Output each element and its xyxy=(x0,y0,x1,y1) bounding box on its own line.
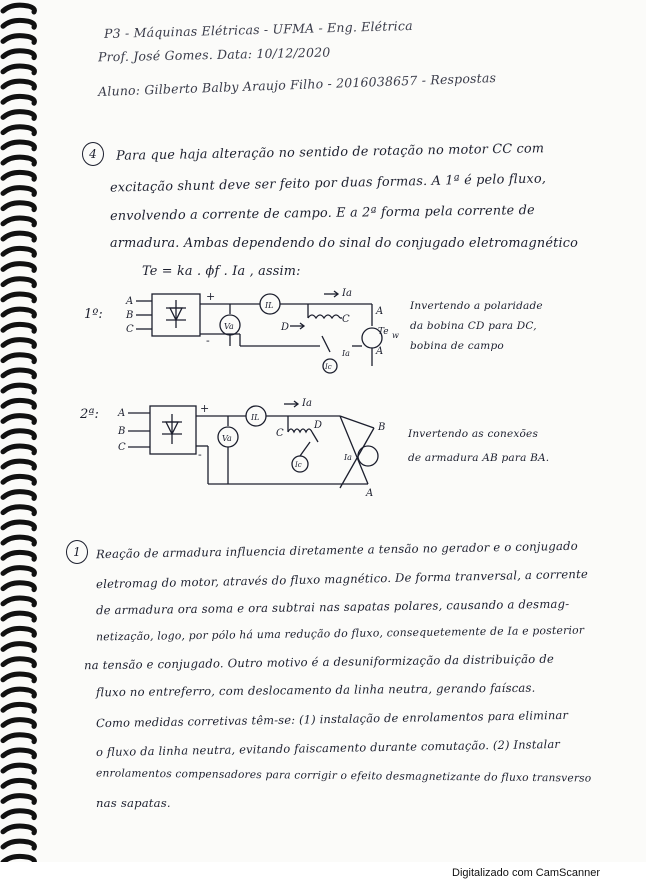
spiral-coil xyxy=(3,400,34,407)
spiral-coil xyxy=(3,689,34,696)
spiral-coil xyxy=(3,674,34,681)
spiral-coil xyxy=(3,127,34,134)
spiral-coil xyxy=(3,568,34,575)
spiral-coil xyxy=(3,157,34,164)
spiral-coil xyxy=(3,735,34,742)
question-1-number: 1 xyxy=(66,540,88,564)
spiral-coil xyxy=(3,552,34,559)
diagram2-c: C xyxy=(276,428,284,439)
diagram1-input-c: C xyxy=(126,324,134,335)
q4-line-2: excitação shunt deve ser feito por duas formas. A 1ª é pelo fluxo, xyxy=(109,171,547,196)
diagram1-plus: + xyxy=(206,290,216,303)
spiral-coil xyxy=(3,36,34,43)
spiral-coil xyxy=(3,188,34,195)
spiral-coil xyxy=(3,218,34,225)
q1-line-4: netização, logo, por pólo há uma redução do fluxo, consequetemente de Ia e posterior xyxy=(95,623,585,644)
spiral-coil xyxy=(3,644,34,651)
spiral-coil xyxy=(3,51,34,58)
q1-line-2: eletromag do motor, através do fluxo magnético. De forma tranversal, a corrente xyxy=(95,566,589,592)
diagram1-a-top: A xyxy=(376,306,384,317)
spiral-coil xyxy=(3,583,34,590)
spiral-coil xyxy=(3,765,34,772)
diagram1-d: D xyxy=(281,322,290,333)
scanner-footer xyxy=(0,862,646,886)
spiral-coil xyxy=(3,20,34,27)
circuit-diagram-2 xyxy=(78,392,398,504)
diagram2-input-c: C xyxy=(118,442,126,453)
q1-line-1: Reação de armadura influencia diretamente a tensão no gerador e o conjugado xyxy=(95,538,578,562)
diagram2-label: 2ª: xyxy=(80,407,99,422)
spiral-coil xyxy=(3,446,34,453)
spiral-coil xyxy=(3,66,34,73)
question-4-number: 4 xyxy=(82,142,104,166)
diagram1-a-bottom: A xyxy=(376,346,384,357)
q1-line-7: Como medidas corretivas têm-se: (1) instalação de enrolamentos para eliminar xyxy=(95,707,569,731)
spiral-coil xyxy=(3,628,34,635)
q4-line-3: envolvendo a corrente de campo. E a 2ª forma pela corrente de xyxy=(109,203,535,224)
spiral-coil xyxy=(3,537,34,544)
scanner-watermark: Digitalizado com CamScanner xyxy=(452,867,600,879)
diagram2-input-a: A xyxy=(118,408,126,419)
diagram2-a-bottom: A xyxy=(366,488,374,499)
spiral-coil xyxy=(3,704,34,711)
spiral-coil xyxy=(3,370,34,377)
spiral-coil xyxy=(3,476,34,483)
spiral-coil xyxy=(3,294,34,301)
q1-line-3: de armadura ora soma e ora subtrai nas sapatas polares, causando a desmag- xyxy=(95,596,570,618)
spiral-coil xyxy=(3,492,34,499)
diagram1-il: IL xyxy=(265,301,274,310)
spiral-coil xyxy=(3,142,34,149)
diagram2-input-b: B xyxy=(118,426,126,437)
spiral-coil xyxy=(3,522,34,529)
diagram1-ic: Ic xyxy=(325,363,332,371)
q1-line-5: na tensão e conjugado. Outro motivo é a desuniformização da distribuição de xyxy=(83,651,555,673)
spiral-coil xyxy=(3,780,34,787)
spiral-coil xyxy=(3,416,34,423)
rectifier-box-2 xyxy=(150,406,196,454)
spiral-coil xyxy=(3,324,34,331)
diagram1-note-line-3: bobina de campo xyxy=(410,340,504,352)
spiral-coil xyxy=(3,233,34,240)
spiral-coil xyxy=(3,96,34,103)
student-line: Aluno: Gilberto Balby Araujo Filho - 2016038657 - Respostas xyxy=(97,70,497,99)
spiral-coil xyxy=(3,340,34,347)
spiral-coil xyxy=(3,431,34,438)
spiral-coil xyxy=(3,5,34,12)
diagram1-ia-meter: Ia xyxy=(342,349,350,358)
circuit-diagram-1 xyxy=(80,282,400,384)
spiral-coil xyxy=(3,720,34,727)
spiral-coil xyxy=(3,248,34,255)
q1-line-6: fluxo no entreferro, com deslocamento da linha neutra, gerando faíscas. xyxy=(95,680,536,700)
q4-line-4: armadura. Ambas dependendo do sinal do conjugado eletromagnético xyxy=(110,236,579,251)
spiral-coil xyxy=(3,507,34,514)
diagram1-omega: w xyxy=(392,331,399,340)
diagram2-ic: Ic xyxy=(295,461,302,469)
spiral-coil xyxy=(3,659,34,666)
spiral-coil xyxy=(3,385,34,392)
diagram1-minus: - xyxy=(206,334,210,347)
diagram1-input-a: A xyxy=(126,296,134,307)
spiral-coil xyxy=(3,172,34,179)
diagram2-b-top: B xyxy=(378,422,386,433)
diagram2-note-line-1: Invertendo as conexões xyxy=(408,428,539,440)
diagram2-il: IL xyxy=(251,413,260,422)
diagram2-note-line-2: de armadura AB para BA. xyxy=(408,452,550,464)
diagram2-plus: + xyxy=(200,402,210,415)
spiral-coil xyxy=(3,355,34,362)
spiral-coil xyxy=(3,796,34,803)
diagram1-va: Va xyxy=(224,322,234,331)
spiral-coil xyxy=(3,81,34,88)
diagram1-te: Te xyxy=(378,327,389,337)
spiral-coil xyxy=(3,264,34,271)
diagram1-input-b: B xyxy=(126,310,134,321)
diagram2-ia: Ia xyxy=(302,398,312,409)
spiral-coil xyxy=(3,826,34,833)
diagram1-label: 1º: xyxy=(84,307,103,322)
spiral-coil xyxy=(3,841,34,848)
diagram1-ia: Ia xyxy=(342,288,352,299)
exam-title: P3 - Máquinas Elétricas - UFMA - Eng. Elétrica xyxy=(103,17,413,42)
spiral-coil xyxy=(3,279,34,286)
armature-2 xyxy=(358,446,378,466)
spiral-binding xyxy=(0,0,44,862)
spiral-coil xyxy=(3,203,34,210)
q1-line-8: o fluxo da linha neutra, evitando faiscamento durante comutação. (2) Instalar xyxy=(95,736,561,760)
diagram1-note-line-2: da bobina CD para DC, xyxy=(410,320,537,332)
professor-date: Prof. José Gomes. Data: 10/12/2020 xyxy=(97,44,331,65)
torque-formula: Te = ka . ϕf . Ia , assim: xyxy=(142,264,301,279)
diagram2-ia-meter: Ia xyxy=(344,453,352,462)
q1-line-10: nas sapatas. xyxy=(96,796,171,810)
spiral-coil xyxy=(3,598,34,605)
spiral-coil xyxy=(3,613,34,620)
diagram2-minus: - xyxy=(198,448,202,461)
spiral-coil xyxy=(3,811,34,818)
q4-line-1: Para que haja alteração no sentido de rotação no motor CC com xyxy=(115,141,545,164)
diagram1-note-line-1: Invertendo a polaridade xyxy=(410,300,543,312)
q1-line-9: enrolamentos compensadores para corrigir o efeito desmagnetizante do fluxo transverso xyxy=(95,767,592,785)
spiral-coil xyxy=(3,309,34,316)
diagram2-d: D xyxy=(314,420,323,431)
spiral-coil xyxy=(3,461,34,468)
spiral-coil xyxy=(3,750,34,757)
spiral-coil xyxy=(3,112,34,119)
diagram2-va: Va xyxy=(222,434,232,443)
diagram1-c: C xyxy=(342,314,350,325)
